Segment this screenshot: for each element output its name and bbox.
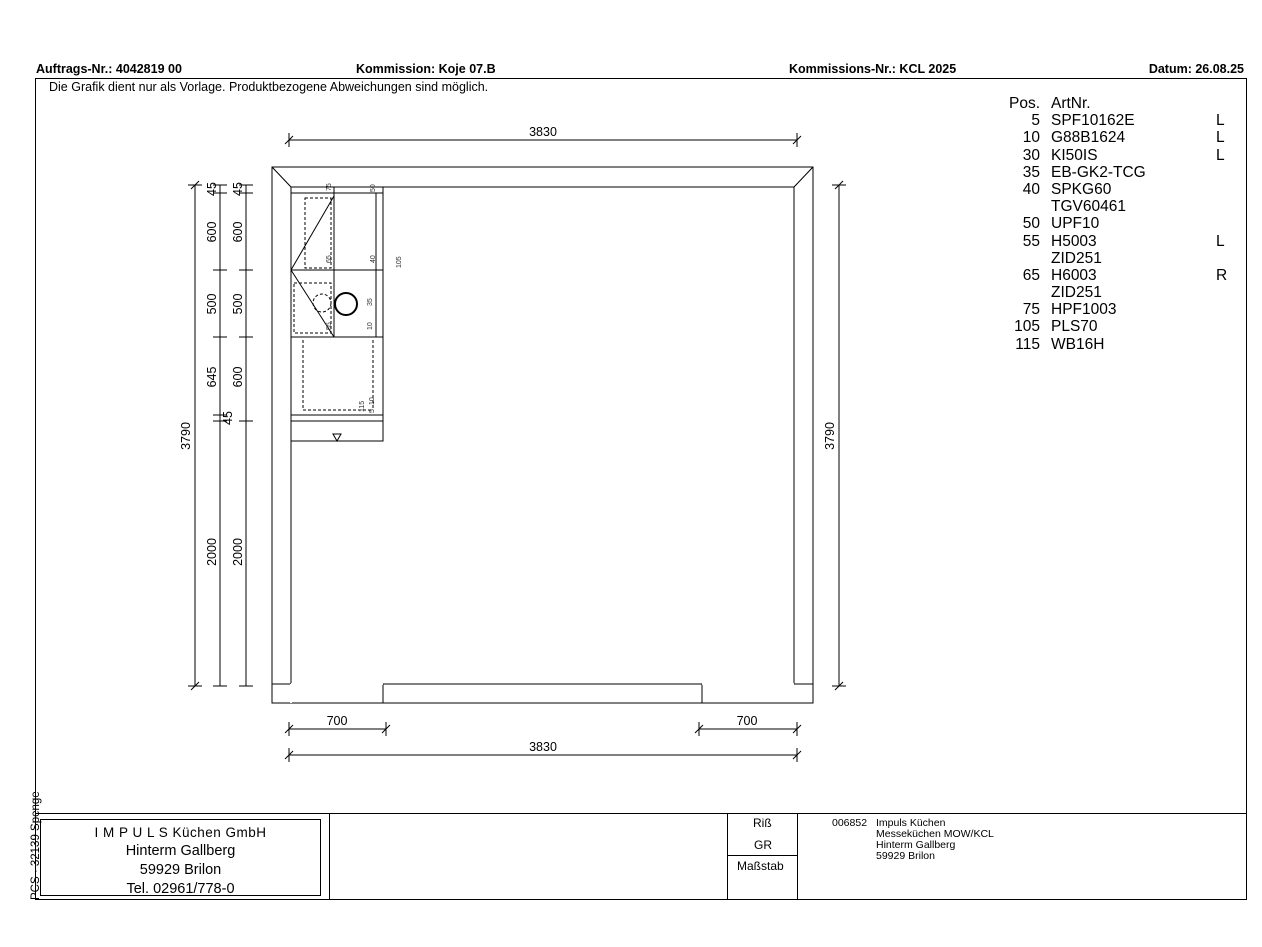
article-number: SPF10162E <box>1051 112 1135 130</box>
dim-a-45-bottom: 45 <box>221 411 235 425</box>
corner-line-tr <box>794 167 813 187</box>
side-indicator: L <box>1216 112 1225 130</box>
side-indicator: L <box>1216 232 1225 250</box>
position-number: 35 <box>1022 163 1040 181</box>
dim-opening-left: 700 <box>326 714 348 728</box>
label-75: 75 <box>326 183 333 191</box>
article-number: HPF1003 <box>1051 301 1117 319</box>
dim-b-600-lower: 600 <box>231 366 245 388</box>
dim-top-width: 3830 <box>529 125 557 139</box>
label-5: 5 <box>369 409 376 413</box>
pos-header: Pos. <box>1008 95 1040 112</box>
side-text: PCS · 32139 Spenge <box>30 791 42 900</box>
label-50: 50 <box>370 184 377 192</box>
side-indicator: L <box>1216 146 1225 164</box>
article-number: G88B1624 <box>1051 129 1126 147</box>
label-65: 65 <box>326 255 333 263</box>
gr-label: GR <box>754 838 772 852</box>
dim-b-45: 45 <box>231 182 245 196</box>
riss-label: Riß <box>753 816 772 830</box>
dim-a-600: 600 <box>205 221 219 243</box>
label-10b: 10 <box>369 397 376 405</box>
customer-number: 006852 <box>832 817 868 829</box>
position-number: 55 <box>1022 232 1040 250</box>
wall-stub-left <box>272 684 383 703</box>
article-number: WB16H <box>1051 335 1105 353</box>
position-number: 65 <box>1022 266 1040 284</box>
label-40: 40 <box>370 255 377 263</box>
dim-b-500: 500 <box>231 293 245 315</box>
dim-opening-right: 700 <box>736 714 758 728</box>
position-number: 40 <box>1022 180 1040 198</box>
customer-line: Impuls Küchen <box>876 817 946 829</box>
customer-line: Hinterm Gallberg <box>876 839 956 851</box>
dim-height-right: 3790 <box>823 422 837 450</box>
position-number: 30 <box>1022 146 1040 164</box>
dim-bottom-width: 3830 <box>529 740 557 754</box>
article-number: TGV60461 <box>1051 198 1126 216</box>
article-number: H5003 <box>1051 232 1097 250</box>
company-phone: Tel. 02961/778-0 <box>126 881 235 897</box>
customer-line: Messeküchen MOW/KCL <box>876 828 994 840</box>
dim-a-500: 500 <box>205 293 219 315</box>
article-number: H6003 <box>1051 266 1097 284</box>
dim-b-600: 600 <box>231 221 245 243</box>
dimension-lines <box>188 133 846 762</box>
label-35: 35 <box>367 298 374 306</box>
company-street: Hinterm Gallberg <box>125 843 236 859</box>
side-indicator: R <box>1216 266 1228 284</box>
article-number: KI50IS <box>1051 146 1098 164</box>
dim-a-645: 645 <box>205 366 219 388</box>
position-number: 10 <box>1022 129 1040 147</box>
position-number: 50 <box>1022 215 1040 233</box>
article-number: PLS70 <box>1051 318 1098 336</box>
label-10: 10 <box>367 322 374 330</box>
article-number: EB-GK2-TCG <box>1051 163 1146 181</box>
company-box <box>40 819 321 896</box>
massstab-label: Maßstab <box>737 859 784 873</box>
position-number: 105 <box>1014 318 1040 336</box>
label-55: 55 <box>326 322 333 330</box>
date: Datum: 26.08.25 <box>1148 62 1244 76</box>
company-city: 59929 Brilon <box>139 862 222 878</box>
article-number: UPF10 <box>1051 215 1100 233</box>
article-number: ZID251 <box>1051 249 1102 267</box>
position-number: 75 <box>1022 301 1040 319</box>
commission: Kommission: Koje 07.B <box>356 62 496 76</box>
company-name: I M P U L S Küchen GmbH <box>94 825 267 840</box>
corner-line-tl <box>272 167 291 187</box>
dim-b-2000: 2000 <box>231 538 245 566</box>
label-105: 105 <box>396 256 403 268</box>
order-number: Auftrags-Nr.: 4042819 00 <box>36 62 182 76</box>
art-header: ArtNr. <box>1051 95 1091 112</box>
disclaimer-note: Die Grafik dient nur als Vorlage. Produktbezogene Abweichungen sind möglich. <box>49 80 489 94</box>
sink-bowl <box>335 293 357 315</box>
dim-a-2000: 2000 <box>205 538 219 566</box>
customer-line: 59929 Brilon <box>876 850 935 862</box>
side-indicator: L <box>1216 129 1225 147</box>
article-number: ZID251 <box>1051 284 1102 302</box>
dim-height-left: 3790 <box>179 422 193 450</box>
dim-a-45-top: 45 <box>205 182 219 196</box>
inner-wall <box>291 187 794 684</box>
label-115: 115 <box>359 400 366 412</box>
article-number: SPKG60 <box>1051 180 1112 198</box>
commission-number: Kommissions-Nr.: KCL 2025 <box>789 62 957 76</box>
wall-stub-right <box>702 684 813 703</box>
position-number: 115 <box>1015 335 1040 353</box>
outer-wall <box>272 167 813 703</box>
position-number: 5 <box>1031 112 1040 130</box>
